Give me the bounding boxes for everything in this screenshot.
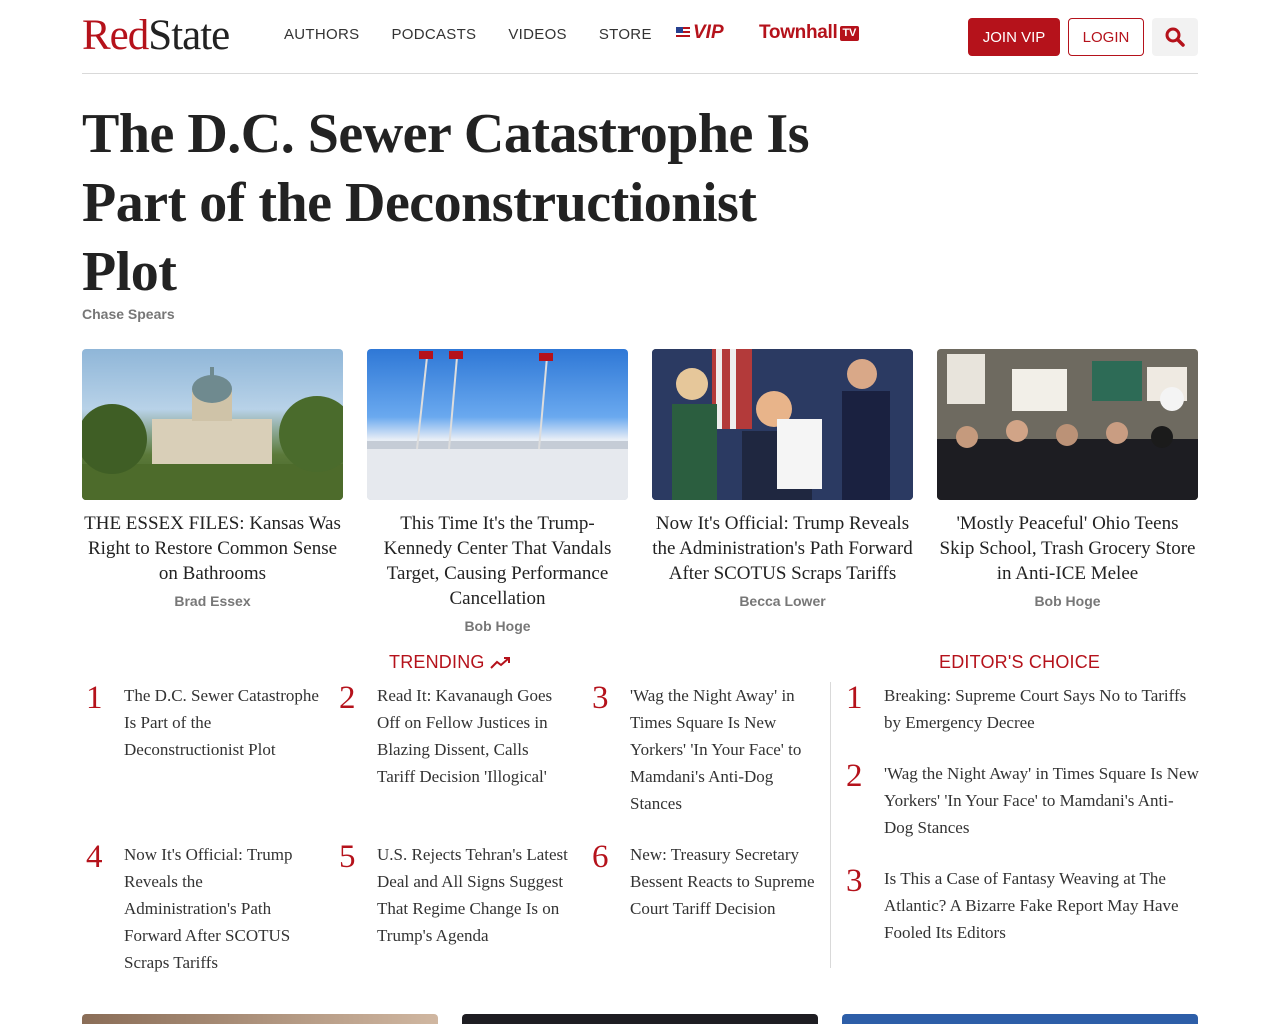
nav-podcasts[interactable]: PODCASTS xyxy=(391,26,477,43)
site-logo[interactable] xyxy=(82,14,229,58)
item-title[interactable]: New: Treasury Secretary Bessent Reacts to Supreme Court Tariff Decision xyxy=(630,845,815,918)
card-author[interactable]: Bob Hoge xyxy=(464,618,531,634)
card-author[interactable]: Brad Essex xyxy=(174,593,251,609)
item-title[interactable]: 'Wag the Night Away' in Times Square Is New Yorkers' 'In Your Face' to Mamdani's Anti-Dog Stances xyxy=(884,764,1199,837)
card-image[interactable] xyxy=(937,349,1198,500)
story-card-image-preview[interactable] xyxy=(462,1014,818,1024)
item-title[interactable]: Breaking: Supreme Court Says No to Tariffs by Emergency Decree xyxy=(884,686,1187,732)
card-title[interactable]: This Time It's the Trump-Kennedy Center That Vandals Target, Causing Performance Cancellation xyxy=(383,513,612,609)
tv-badge: TV xyxy=(840,26,859,41)
card-image[interactable] xyxy=(82,349,343,500)
nav-townhall-tv[interactable] xyxy=(759,22,859,44)
protest-image xyxy=(937,349,1198,500)
item-rank: 4 xyxy=(86,839,103,875)
card-image[interactable] xyxy=(652,349,913,500)
item-title[interactable]: 'Wag the Night Away' in Times Square Is New Yorkers' 'In Your Face' to Mamdani's Anti-Dog Stances xyxy=(630,686,802,813)
card-title[interactable]: Now It's Official: Trump Reveals the Administration's Path Forward After SCOTUS Scraps Tariffs xyxy=(652,513,913,584)
search-icon xyxy=(1165,27,1185,47)
site-header xyxy=(82,0,1198,74)
oval-office-image xyxy=(652,349,913,500)
article-author[interactable]: Chase Spears xyxy=(82,306,175,322)
item-title[interactable]: The D.C. Sewer Catastrophe Is Part of the Deconstructionist Plot xyxy=(124,686,319,759)
trending-heading xyxy=(389,652,512,673)
item-rank: 2 xyxy=(846,758,863,794)
search-button[interactable] xyxy=(1152,18,1198,56)
vip-label: VIP xyxy=(693,22,724,43)
card-image[interactable] xyxy=(367,349,628,500)
story-card[interactable] xyxy=(367,349,628,634)
townhall-label: Townhall xyxy=(759,22,838,43)
item-rank: 3 xyxy=(592,680,609,716)
logo-dark-part: State xyxy=(148,12,230,59)
story-card[interactable] xyxy=(82,349,343,609)
card-title[interactable]: THE ESSEX FILES: Kansas Was Right to Restore Common Sense on Bathrooms xyxy=(84,513,341,584)
nav-store[interactable]: STORE xyxy=(598,26,652,43)
item-title[interactable]: U.S. Rejects Tehran's Latest Deal and All Signs Suggest That Regime Change Is on Trump's Agenda xyxy=(377,845,568,945)
item-rank: 6 xyxy=(592,839,609,875)
kennedy-center-image xyxy=(367,349,628,500)
trending-up-icon xyxy=(490,656,512,670)
nav-videos[interactable]: VIDEOS xyxy=(508,26,567,43)
trending-label: TRENDING xyxy=(389,652,485,672)
card-author[interactable]: Bob Hoge xyxy=(1034,593,1101,609)
story-card[interactable] xyxy=(937,349,1198,609)
card-title[interactable]: 'Mostly Peaceful' Ohio Teens Skip School, Trash Grocery Store in Anti-ICE Melee xyxy=(939,513,1196,584)
join-vip-button[interactable]: JOIN VIP xyxy=(968,18,1060,56)
story-card-image-preview[interactable] xyxy=(82,1014,438,1024)
item-rank: 5 xyxy=(339,839,356,875)
flag-icon xyxy=(676,27,690,39)
editors-choice-heading: EDITOR'S CHOICE xyxy=(939,652,1101,672)
login-button[interactable]: LOGIN xyxy=(1068,18,1144,56)
nav-authors[interactable]: AUTHORS xyxy=(284,26,360,43)
capitol-building-image xyxy=(82,349,343,500)
item-rank: 1 xyxy=(846,680,863,716)
story-card[interactable] xyxy=(652,349,913,609)
item-rank: 3 xyxy=(846,863,863,899)
item-title[interactable]: Is This a Case of Fantasy Weaving at The Atlantic? A Bizarre Fake Report May Have Fooled Its Editors xyxy=(884,869,1179,942)
card-author[interactable]: Becca Lower xyxy=(739,593,826,609)
main-nav xyxy=(284,25,684,45)
logo-red-part: Red xyxy=(82,12,149,59)
item-rank: 1 xyxy=(86,680,103,716)
column-divider xyxy=(830,682,831,968)
item-title[interactable]: Now It's Official: Trump Reveals the Administration's Path Forward After SCOTUS Scraps Tariffs xyxy=(124,845,293,972)
nav-vip[interactable] xyxy=(676,22,724,44)
article-title[interactable]: The D.C. Sewer Catastrophe Is Part of the Deconstructionist Plot xyxy=(82,103,809,303)
story-card-image-preview[interactable] xyxy=(842,1014,1198,1024)
item-title[interactable]: Read It: Kavanaugh Goes Off on Fellow Justices in Blazing Dissent, Calls Tariff Decision 'Illogical' xyxy=(377,686,553,786)
item-rank: 2 xyxy=(339,680,356,716)
